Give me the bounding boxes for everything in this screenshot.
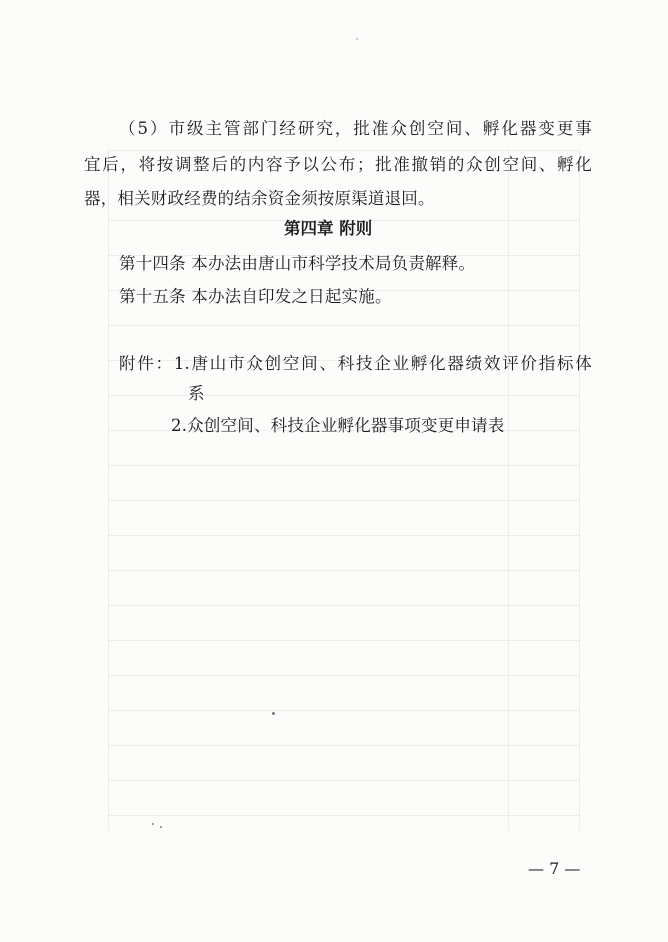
attachment-1: 附件：1.唐山市众创空间、科技企业孵化器绩效评价指标体 <box>119 354 592 373</box>
bleed-through-table <box>108 150 580 830</box>
paragraph-5-line-3: 器，相关财政经费的结余资金须按原渠道退回。 <box>84 189 435 208</box>
scan-speck <box>152 823 154 825</box>
page-number: — 7 — <box>528 859 581 878</box>
chapter-heading: 第四章 附则 <box>284 219 373 238</box>
scan-speck <box>272 712 275 715</box>
article-14: 第十四条 本办法由唐山市科学技术局负责解释。 <box>119 254 476 273</box>
article-15: 第十五条 本办法自印发之日起实施。 <box>119 287 392 306</box>
scan-speck <box>160 826 162 828</box>
attachment-2: 2.众创空间、科技企业孵化器事项变更申请表 <box>171 416 505 435</box>
scan-speck <box>356 38 358 40</box>
attachment-1-continuation: 系 <box>188 384 205 403</box>
paragraph-5-line-2: 宜后，将按调整后的内容予以公布；批准撤销的众创空间、孵化 <box>84 155 592 174</box>
paragraph-5-line-1: （5）市级主管部门经研究，批准众创空间、孵化器变更事 <box>119 119 592 138</box>
